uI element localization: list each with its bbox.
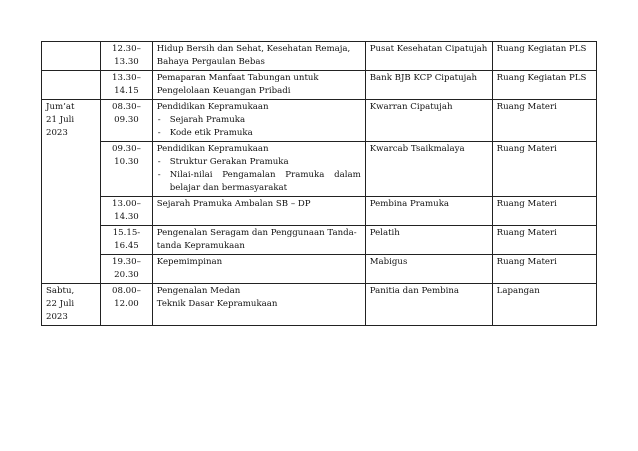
topic-cell xyxy=(152,71,365,100)
topic-cell xyxy=(152,255,365,284)
topic-cell xyxy=(152,142,365,197)
table-row xyxy=(42,255,597,284)
day-cell xyxy=(42,284,101,326)
time-cell: 15.15-16.45 xyxy=(101,226,153,255)
schedule-table xyxy=(41,41,597,326)
speaker-cell: Kwarcab Tsaikmalaya xyxy=(365,142,492,197)
time-cell: 08.00–12.00 xyxy=(101,284,153,326)
table-row xyxy=(42,142,597,197)
topic-title: Sejarah Pramuka Ambalan SB – DP xyxy=(156,199,311,209)
topic-cell xyxy=(152,284,365,326)
topic-title: Pemaparan Manfaat Tabungan untuk Pengelolaan Keuangan Pribadi xyxy=(156,73,319,96)
speaker-cell: Mabigus xyxy=(365,255,492,284)
table-row xyxy=(42,197,597,226)
place-cell: Ruang Kegiatan PLS xyxy=(492,42,596,71)
time-cell: 13.00–14.30 xyxy=(101,197,153,226)
topic-subitems xyxy=(157,156,361,195)
place-cell: Ruang Materi xyxy=(492,255,596,284)
day-cell xyxy=(42,100,101,284)
topic-cell xyxy=(152,197,365,226)
topic-cell xyxy=(152,226,365,255)
day-cell xyxy=(42,42,101,71)
time-cell: 09.30–10.30 xyxy=(101,142,153,197)
list-item: - Kode etik Pramuka xyxy=(157,127,361,140)
day-date: 21 Juli 2023 xyxy=(46,115,75,138)
topic-title: Pendidikan Kepramukaan xyxy=(156,144,269,154)
topic-title: Pendidikan Kepramukaan xyxy=(156,102,269,112)
topic-title: Teknik Dasar Kepramukaan xyxy=(156,299,278,309)
place-cell: Ruang Kegiatan PLS xyxy=(492,71,596,100)
topic-title: Pengenalan Seragam dan Penggunaan Tanda-tanda Kepramukaan xyxy=(156,228,357,251)
topic-cell xyxy=(152,42,365,71)
speaker-cell: Pusat Kesehatan Cipatujah xyxy=(365,42,492,71)
speaker-cell: Kwarran Cipatujah xyxy=(365,100,492,142)
speaker-cell: Pelatih xyxy=(365,226,492,255)
list-item: - Struktur Gerakan Pramuka xyxy=(157,156,361,169)
time-cell: 08.30–09.30 xyxy=(101,100,153,142)
table-row xyxy=(42,42,597,71)
list-item: - Sejarah Pramuka xyxy=(157,114,361,127)
speaker-cell: Bank BJB KCP Cipatujah xyxy=(365,71,492,100)
day-name: Sabtu, xyxy=(46,286,75,296)
day-name: Jum’at xyxy=(46,102,75,112)
list-item: - Nilai-nilai Pengamalan Pramuka dalam belajar dan bermasyarakat xyxy=(157,169,361,195)
topic-title: Kepemimpinan xyxy=(156,257,223,267)
day-date: 22 Juli 2023 xyxy=(46,299,75,322)
time-cell: 12.30–13.30 xyxy=(101,42,153,71)
schedule-table-body xyxy=(42,42,597,326)
topic-cell xyxy=(152,100,365,142)
topic-subitems xyxy=(157,114,361,140)
place-cell: Ruang Materi xyxy=(492,226,596,255)
place-cell: Lapangan xyxy=(492,284,596,326)
speaker-cell: Pembina Pramuka xyxy=(365,197,492,226)
time-cell: 19.30–20.30 xyxy=(101,255,153,284)
time-cell: 13.30–14.15 xyxy=(101,71,153,100)
table-row xyxy=(42,284,597,326)
place-cell: Ruang Materi xyxy=(492,142,596,197)
speaker-cell: Panitia dan Pembina xyxy=(365,284,492,326)
day-cell xyxy=(42,71,101,100)
table-row xyxy=(42,226,597,255)
table-row xyxy=(42,100,597,142)
place-cell: Ruang Materi xyxy=(492,100,596,142)
topic-title: Hidup Bersih dan Sehat, Kesehatan Remaja, Bahaya Pergaulan Bebas xyxy=(156,44,351,67)
table-row xyxy=(42,71,597,100)
place-cell: Ruang Materi xyxy=(492,197,596,226)
topic-title: Pengenalan Medan xyxy=(156,286,241,296)
